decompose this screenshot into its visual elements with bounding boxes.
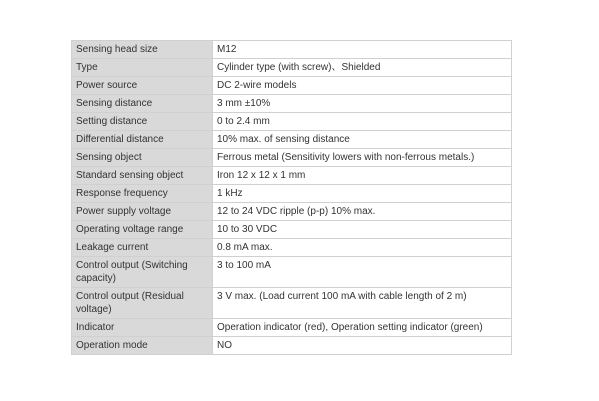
row-value: M12 [213,41,512,59]
row-label: Power source [72,77,213,95]
row-value: 3 to 100 mA [213,257,512,288]
table-row [72,59,512,77]
row-label: Power supply voltage [72,203,213,221]
row-label: Setting distance [72,113,213,131]
row-label: Control output (Switching capacity) [72,257,213,288]
table-row [72,257,512,288]
table-row [72,95,512,113]
table-row [72,167,512,185]
row-value: Iron 12 x 12 x 1 mm [213,167,512,185]
table-row [72,337,512,355]
table-row [72,288,512,319]
row-value: 3 mm ±10% [213,95,512,113]
row-label: Sensing object [72,149,213,167]
row-value: 10 to 30 VDC [213,221,512,239]
table-row [72,113,512,131]
row-label: Control output (Residual voltage) [72,288,213,319]
row-label: Type [72,59,213,77]
row-label: Standard sensing object [72,167,213,185]
row-label: Indicator [72,319,213,337]
row-value: NO [213,337,512,355]
row-value: 1 kHz [213,185,512,203]
row-label: Sensing distance [72,95,213,113]
row-value: 0 to 2.4 mm [213,113,512,131]
row-label: Sensing head size [72,41,213,59]
row-value: Cylinder type (with screw)、Shielded [213,59,512,77]
row-value: 3 V max. (Load current 100 mA with cable length of 2 m) [213,288,512,319]
row-value: 10% max. of sensing distance [213,131,512,149]
row-value: 0.8 mA max. [213,239,512,257]
row-label: Differential distance [72,131,213,149]
row-label: Response frequency [72,185,213,203]
row-label: Operation mode [72,337,213,355]
table-row [72,131,512,149]
table-row [72,41,512,59]
row-label: Leakage current [72,239,213,257]
table-row [72,221,512,239]
row-value: Ferrous metal (Sensitivity lowers with non-ferrous metals.) [213,149,512,167]
row-value: Operation indicator (red), Operation setting indicator (green) [213,319,512,337]
table-row [72,185,512,203]
row-value: DC 2-wire models [213,77,512,95]
table-row [72,319,512,337]
row-label: Operating voltage range [72,221,213,239]
table-row [72,239,512,257]
table-row [72,203,512,221]
table-row [72,149,512,167]
row-value: 12 to 24 VDC ripple (p-p) 10% max. [213,203,512,221]
spec-table-body [72,41,512,355]
table-row [72,77,512,95]
spec-table [71,40,512,355]
